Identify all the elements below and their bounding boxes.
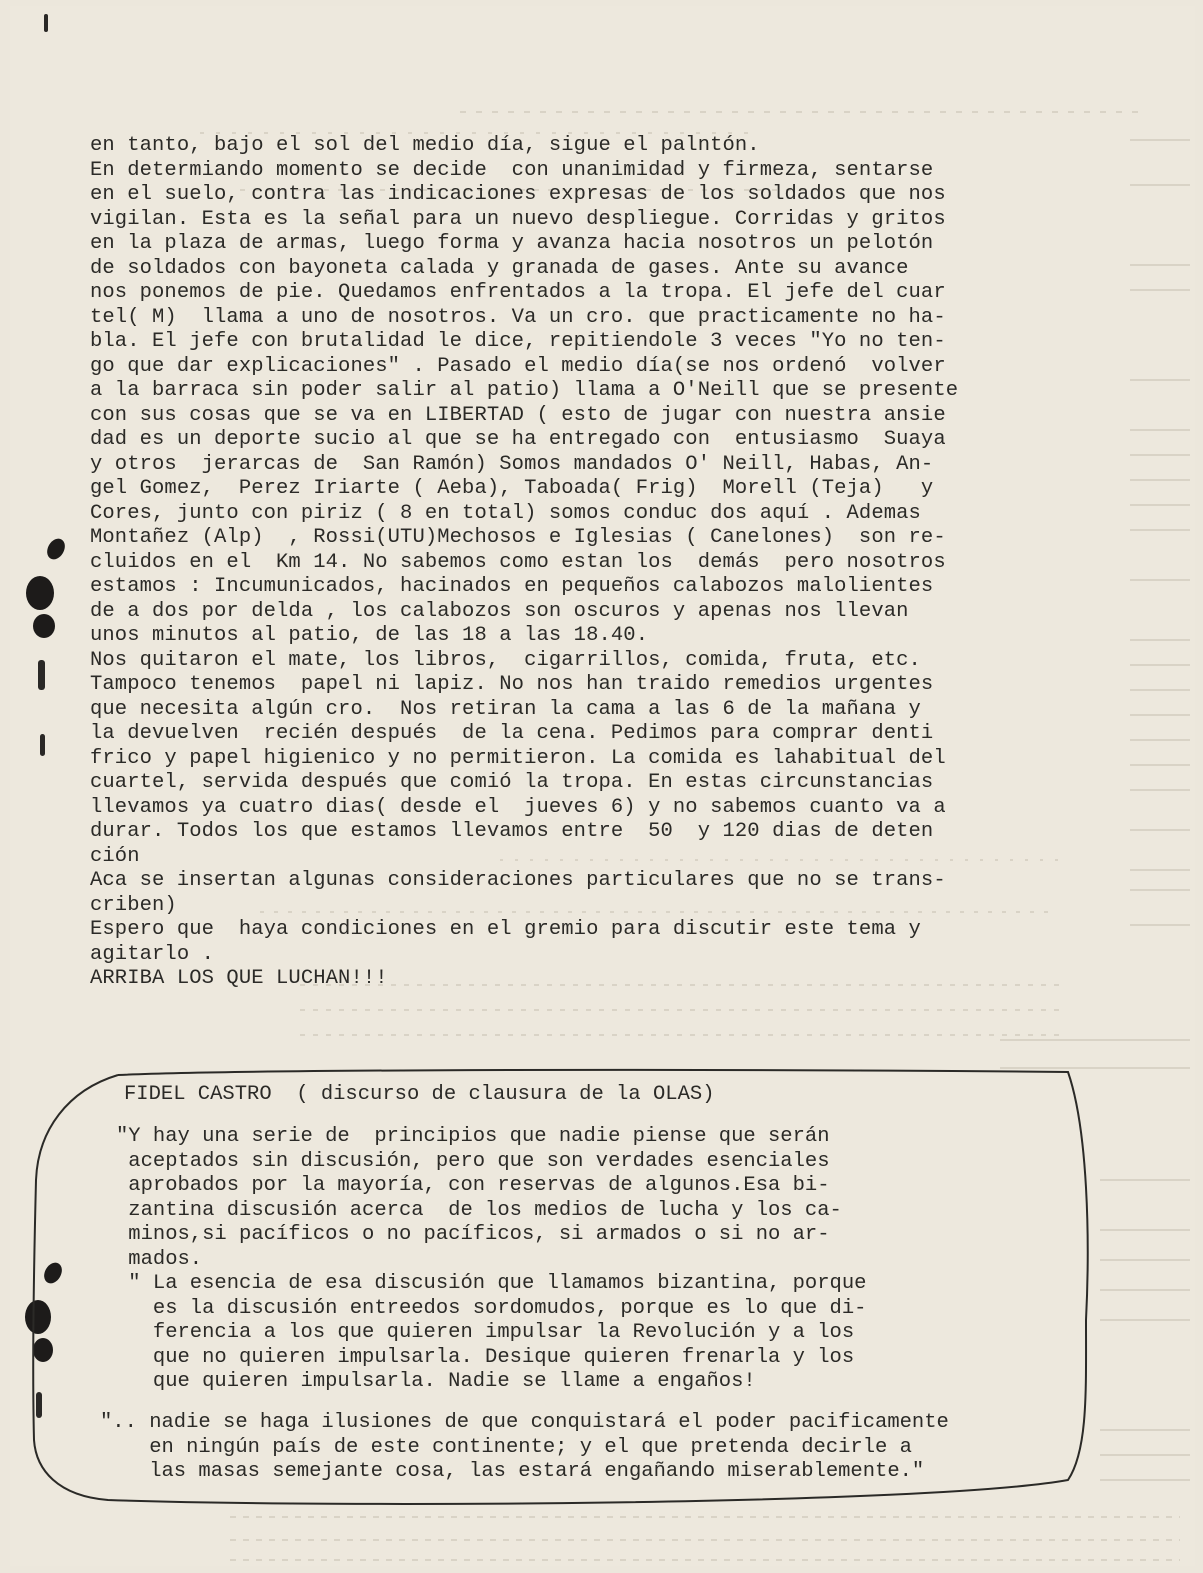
text-line: "Y hay una serie de principios que nadie piense que serán xyxy=(116,1125,830,1148)
text-line: dad es un deporte sucio al que se ha entregado con entusiasmo Suaya xyxy=(90,428,946,451)
text-line: gel Gomez, Perez Iriarte ( Aeba), Taboada( Frig) Morell (Teja) y xyxy=(90,477,934,500)
text-line: aprobados por la mayoría, con reservas de algunos.Esa bi- xyxy=(116,1174,830,1197)
text-line: las masas semejante cosa, las estará engañando miserablemente." xyxy=(100,1460,925,1483)
text-line: Cores, junto con piriz ( 8 en total) somos conduc dos aquí . Ademas xyxy=(90,501,921,525)
text-line: cuartel, servida después que comió la tropa. En estas circunstancias xyxy=(90,771,934,794)
quote-paragraph-3 xyxy=(100,1411,949,1485)
text-line: en el suelo, contra las indicaciones expresas de los soldados que nos xyxy=(90,183,946,206)
text-line: mados. xyxy=(116,1247,203,1271)
text-line: ".. nadie se haga ilusiones de que conquistará el poder pacificamente xyxy=(100,1411,949,1434)
text-line: es la discusión entreedos sordomudos, porque es lo que di- xyxy=(116,1296,867,1320)
text-line: vigilan. Esta es la señal para un nuevo despliegue. Corridas y gritos xyxy=(90,207,946,231)
text-line: en tanto, bajo el sol del medio día, sigue el palntón. xyxy=(90,134,760,157)
text-line: Nos quitaron el mate, los libros, cigarrillos, comida, fruta, etc. xyxy=(90,648,921,672)
text-line: a la barraca sin poder salir al patio) llama a O'Neill que se presente xyxy=(90,379,959,402)
text-line: frico y papel higienico y no permitieron. La comida es lahabitual del xyxy=(90,746,946,770)
punch-hole xyxy=(33,614,55,638)
text-line: Montañez (Alp) , Rossi(UTU)Mechosos e Iglesias ( Canelones) son re- xyxy=(90,526,946,549)
quote-title: FIDEL CASTRO ( discurso de clausura de la OLAS) xyxy=(124,1083,715,1106)
text-line: Aca se insertan algunas consideraciones particulares que no se trans- xyxy=(90,869,946,892)
text-line: que quieren impulsarla. Nadie se llame a engaños! xyxy=(116,1370,756,1393)
text-line: minos,si pacíficos o no pacíficos, si armados o si no ar- xyxy=(116,1223,830,1246)
text-line: que no quieren impulsarla. Desique quieren frenarla y los xyxy=(116,1345,855,1369)
text-line: go que dar explicaciones" . Pasado el medio día(se nos ordenó volver xyxy=(90,354,946,378)
text-line: bla. El jefe con brutalidad le dice, repitiendole 3 veces "Yo no ten- xyxy=(90,330,946,353)
text-line: con sus cosas que se va en LIBERTAD ( esto de jugar con nuestra ansie xyxy=(90,403,946,427)
text-line: ferencia a los que quieren impulsar la Revolución y a los xyxy=(116,1321,855,1344)
text-line: criben) xyxy=(90,893,177,917)
edge-mark xyxy=(44,14,48,32)
letter-body xyxy=(90,134,1110,992)
text-line: de soldados con bayoneta calada y granada de gases. Ante su avance xyxy=(90,256,909,280)
text-line: ción xyxy=(90,844,140,868)
text-line: Tampoco tenemos papel ni lapiz. No nos han traido remedios urgentes xyxy=(90,673,934,696)
text-line: en la plaza de armas, luego forma y avanza hacia nosotros un pelotón xyxy=(90,232,934,255)
text-line: estamos : Incumunicados, hacinados en pequeños calabozos malolientes xyxy=(90,575,934,598)
text-line: agitarlo . xyxy=(90,942,215,966)
text-line: aceptados sin discusión, pero que son verdades esenciales xyxy=(116,1149,830,1173)
text-line: de a dos por delda , los calabozos son oscuros y apenas nos llevan xyxy=(90,599,909,623)
text-line: que necesita algún cro. Nos retiran la cama a las 6 de la mañana y xyxy=(90,697,921,721)
text-line: cluidos en el Km 14. No sabemos como estan los demás pero nosotros xyxy=(90,550,946,574)
text-line: llevamos ya cuatro dias( desde el jueves 6) y no sabemos cuanto va a xyxy=(90,795,946,819)
text-line: y otros jerarcas de San Ramón) Somos mandados O' Neill, Habas, An- xyxy=(90,452,934,476)
text-line: ARRIBA LOS QUE LUCHAN!!! xyxy=(90,967,388,990)
text-line: zantina discusión acerca de los medios de lucha y los ca- xyxy=(116,1198,842,1222)
quote-paragraph-1 xyxy=(116,1125,842,1272)
text-line: tel( M) llama a uno de nosotros. Va un cro. que practicamente no ha- xyxy=(90,305,946,329)
quote-paragraph-2 xyxy=(116,1272,866,1395)
text-line: nos ponemos de pie. Quedamos enfrentados a la tropa. El jefe del cuar xyxy=(90,281,946,304)
text-line: unos minutos al patio, de las 18 a las 18.40. xyxy=(90,624,649,647)
text-line: la devuelven recién después de la cena. Pedimos para comprar denti xyxy=(90,722,934,745)
edge-mark xyxy=(40,734,45,756)
text-line: en ningún país de este continente; y el que pretenda decirle a xyxy=(100,1435,912,1459)
edge-mark xyxy=(38,660,45,690)
punch-hole xyxy=(26,576,54,610)
text-line: En determiando momento se decide con unanimidad y firmeza, sentarse xyxy=(90,158,934,182)
text-line: Espero que haya condiciones en el gremio para discutir este tema y xyxy=(90,918,921,941)
text-line: " La esencia de esa discusión que llamamos bizantina, porque xyxy=(116,1272,867,1295)
text-line: durar. Todos los que estamos llevamos entre 50 y 120 dias de deten xyxy=(90,820,934,843)
